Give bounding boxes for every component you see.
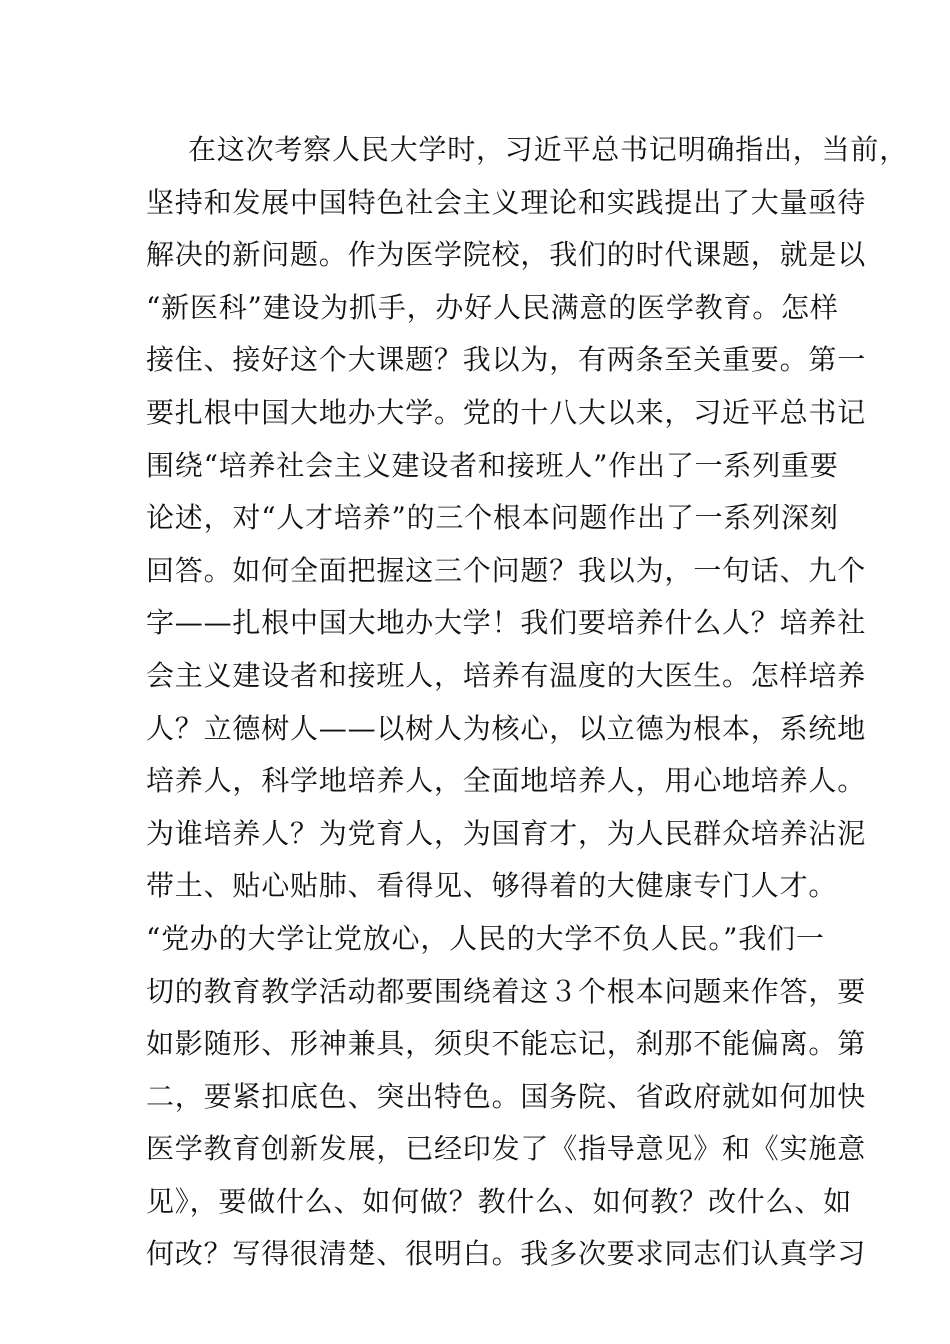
text-line: 切的教育教学活动都要围绕着这３个根本问题来作答，要 — [146, 974, 867, 1008]
text-line: 字——扎根中国大地办大学！我们要培养什么人？培养社 — [146, 606, 867, 640]
text-line: 如影随形、形神兼具，须臾不能忘记，刹那不能偏离。第 — [146, 1027, 867, 1061]
body-paragraph — [146, 128, 909, 1285]
text-line: 论述，对“人才培养”的三个根本问题作出了一系列深刻 — [146, 501, 839, 535]
text-line: 带土、贴心贴肺、看得见、够得着的大健康专门人才。 — [146, 869, 838, 903]
text-line: 在这次考察人民大学时，习近平总书记明确指出，当前， — [188, 133, 909, 166]
text-line: 医学教育创新发展，已经印发了《指导意见》和《实施意 — [146, 1132, 867, 1166]
text-line: “新医科”建设为抓手，办好人民满意的医学教育。怎样 — [146, 290, 839, 324]
text-line: 二，要紧扣底色、突出特色。国务院、省政府就如何加快 — [146, 1079, 867, 1113]
text-line: 坚持和发展中国特色社会主义理论和实践提出了大量亟待 — [146, 185, 867, 219]
text-line: “党办的大学让党放心，人民的大学不负人民。”我们一 — [146, 921, 825, 955]
text-line: 围绕“培养社会主义建设者和接班人”作出了一系列重要 — [146, 448, 839, 482]
text-line: 会主义建设者和接班人，培养有温度的大医生。怎样培养 — [146, 658, 867, 692]
text-line: 何改？写得很清楚、很明白。我多次要求同志们认真学习 — [146, 1237, 867, 1271]
text-line: 为谁培养人？为党育人，为国育才，为人民群众培养沾泥 — [146, 816, 867, 850]
text-line: 解决的新问题。作为医学院校，我们的时代课题，就是以 — [146, 238, 867, 272]
text-line: 培养人，科学地培养人，全面地培养人，用心地培养人。 — [146, 764, 867, 798]
text-line: 要扎根中国大地办大学。党的十八大以来，习近平总书记 — [146, 395, 867, 429]
text-line: 人？立德树人——以树人为核心，以立德为根本，系统地 — [146, 711, 867, 745]
text-line: 接住、接好这个大课题？我以为，有两条至关重要。第一 — [146, 343, 867, 377]
text-line: 见》，要做什么、如何做？教什么、如何教？改什么、如 — [146, 1184, 853, 1218]
text-line: 回答。如何全面把握这三个问题？我以为，一句话、九个 — [146, 553, 867, 587]
